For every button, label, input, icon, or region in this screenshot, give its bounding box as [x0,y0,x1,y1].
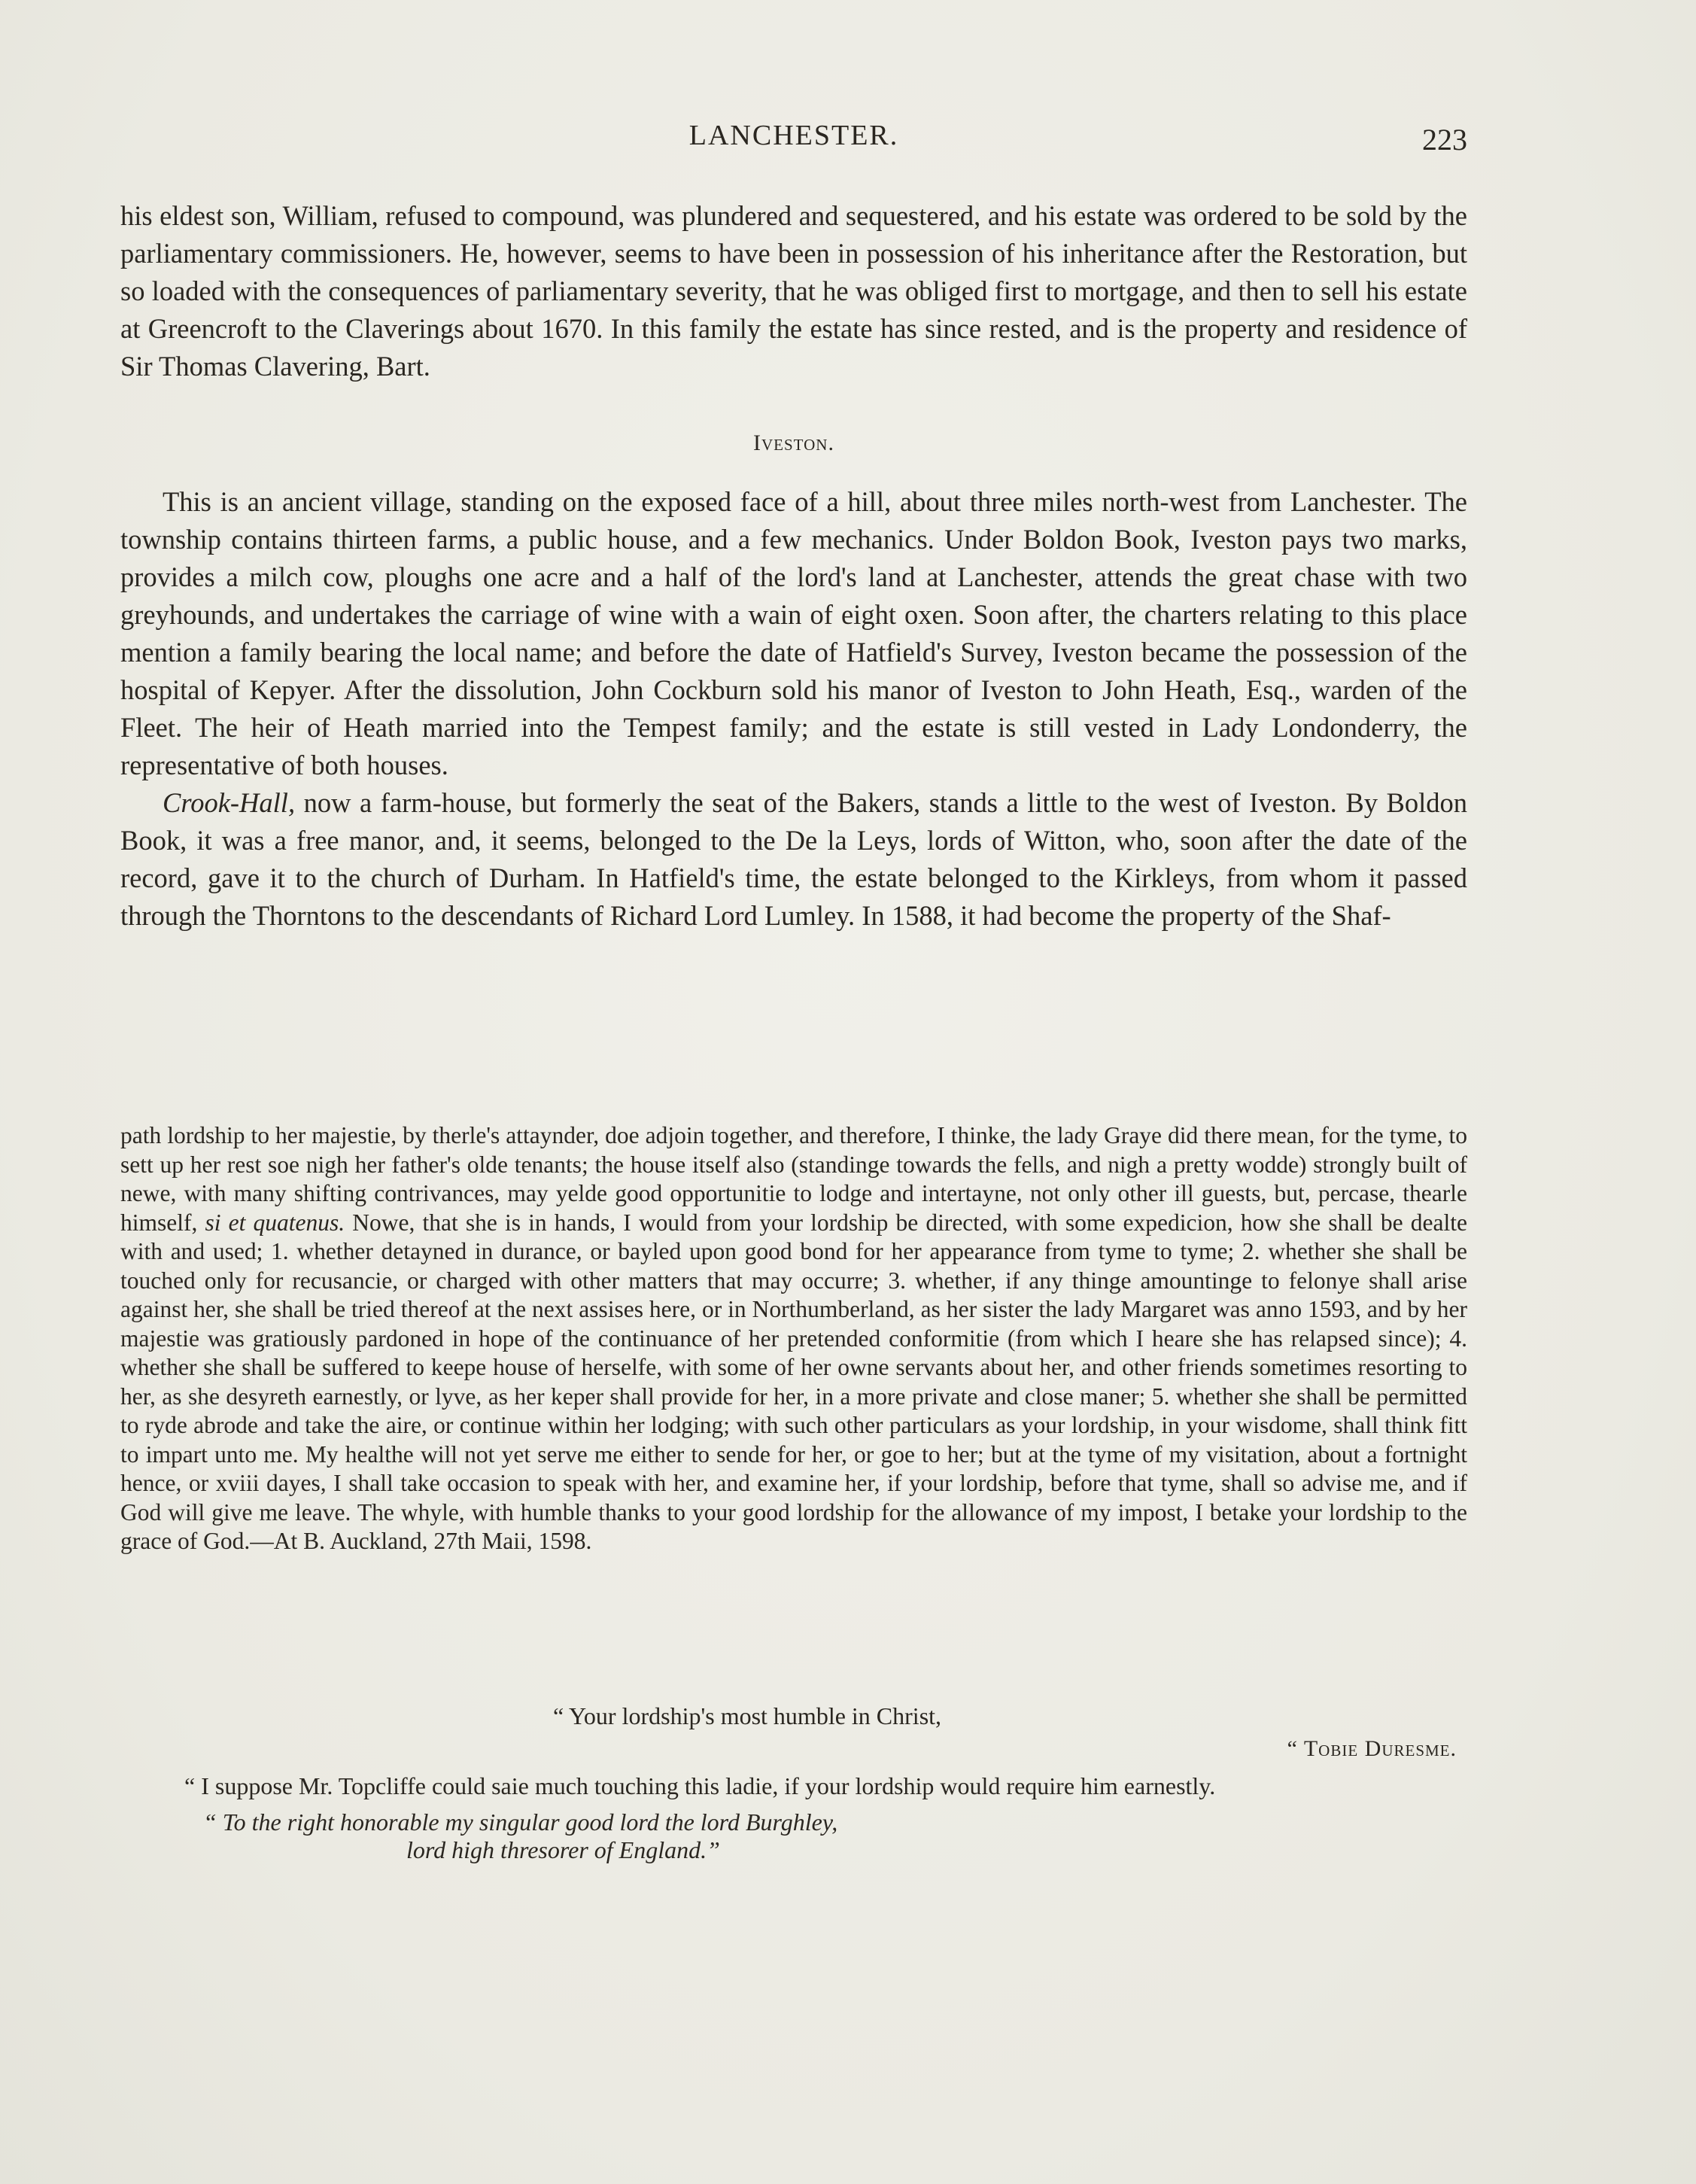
letter-closing: “ Your lordship's most humble in Christ, [553,1702,942,1729]
page-number: 223 [1422,123,1467,157]
paragraph-crook-hall [120,784,1467,935]
page-header [120,119,1467,164]
letter-address-line-2: lord high thresorer of England.” [406,1836,720,1863]
section-heading-iveston: Iveston. [753,430,834,455]
crook-hall-text: now a farm-house, but formerly the seat of the Bakers, stands a little to the west of Iveston. By Boldon Book, it was a free manor, and, it seems, belonged to the De la Leys, lords of Witton, who, soon after the date of the record, gave it to the church of Durham. In Hatfield's time, the estate belonged to the Kirkleys, from whom it passed through the Thorntons to the descendants of Richard Lord Lumley. In 1588, it had become the property of the Shaf- [120,787,1467,931]
main-text [120,197,1467,935]
letter-postscript: “ I suppose Mr. Topcliffe could saie much touching this ladie, if your lordship would require him earnestly. [184,1772,1216,1799]
crook-hall-lead: Crook-Hall, [163,787,296,818]
letter-text-b: Nowe, that she is in hands, I would from your lordship be directed, with some expedicion, how she shall be dealte with and used; 1. whether detayned in durance, or bayled upon good bond for her appearance from tyme to tyme; 2. whether she shall be touched only for recusancie, or charged with other matters that may occurre; 3. whether, if any thinge amountinge to felonye shall arise against her, she shall be tried thereof at the next assises here, or in Northumberland, as her sister the lady Margaret was anno 1593, and by her majestie was gratiously pardoned in hope of the continuance of her pretended conformitie (from which I heare she has relapsed since); 4. whether she shall be suffered to keepe house of herselfe, with some of her owne servants about her, and other friends sometimes resorting to her, as she desyreth earnestly, or lyve, as her keper shall provide for her, in a more private and close maner; 5. whether she shall be permitted to ryde abrode and take the aire, or continue within her lodging; with such other particulars as your lordship, in your wisdome, shall think fitt to impart unto me. My healthe will not yet serve me either to sende for her, or goe to her; but at the tyme of my visitation, about a fortnight hence, or xviii dayes, I shall take occasion to speak with her, and examine her, if your lordship, before that tyme, shall so advise me, and if God will give me leave. The whyle, with humble thanks to your good lordship for the allowance of my impost, I betake your lordship to the grace of God.—At B. Auckland, 27th Maii, 1598. [120,1209,1467,1554]
running-title: LANCHESTER. [688,120,899,151]
letter-signature: “ Tobie Duresme. [1287,1736,1457,1761]
footnote-letter [120,1121,1467,1556]
letter-latin-phrase: si et quatenus. [205,1209,345,1236]
letter-text-a: path lordship to her majestie, by therle's attaynder, doe adjoin together, and therefore, I thinke, the lady Graye did there mean, for the tyme, to sett up her rest soe nigh her father's olde tenants; the house itself also (standinge towards the fells, and nigh a pretty wodde) strongly built of newe, with many shifting contrivances, may yelde good opportunitie to lodge and intertayne, not only other ill guests, but, percase, thearle himself, [120,1122,1467,1236]
letter-body [120,1121,1467,1556]
letter-address-line-1: “ To the right honorable my singular good lord the lord Burghley, [203,1808,838,1836]
paragraph-iveston: This is an ancient village, standing on the exposed face of a hill, about three miles north-west from Lanchester. The township contains thirteen farms, a public house, and a few mechanics. Under Boldon Book, Iveston pays two marks, provides a milch cow, ploughs one acre and a half of the lord's land at Lanchester, attends the great chase with two greyhounds, and undertakes the carriage of wine with a wain of eight oxen. Soon after, the charters relating to this place mention a family bearing the local name; and before the date of Hatfield's Survey, Iveston became the possession of the hospital of Kepyer. After the dissolution, John Cockburn sold his manor of Iveston to John Heath, Esq., warden of the Fleet. The heir of Heath married into the Tempest family; and the estate is still vested in Lady Londonderry, the representative of both houses. [120,486,1467,780]
paragraph-greencroft: his eldest son, William, refused to compound, was plundered and sequestered, and his estate was ordered to be sold by the parliamentary commissioners. He, however, seems to have been in possession of his inheritance after the Restoration, but so loaded with the consequences of parliamentary severity, that he was obliged first to mortgage, and then to sell his estate at Greencroft to the Claverings about 1670. In this family the estate has since rested, and is the property and residence of Sir Thomas Clavering, Bart. [120,200,1467,382]
